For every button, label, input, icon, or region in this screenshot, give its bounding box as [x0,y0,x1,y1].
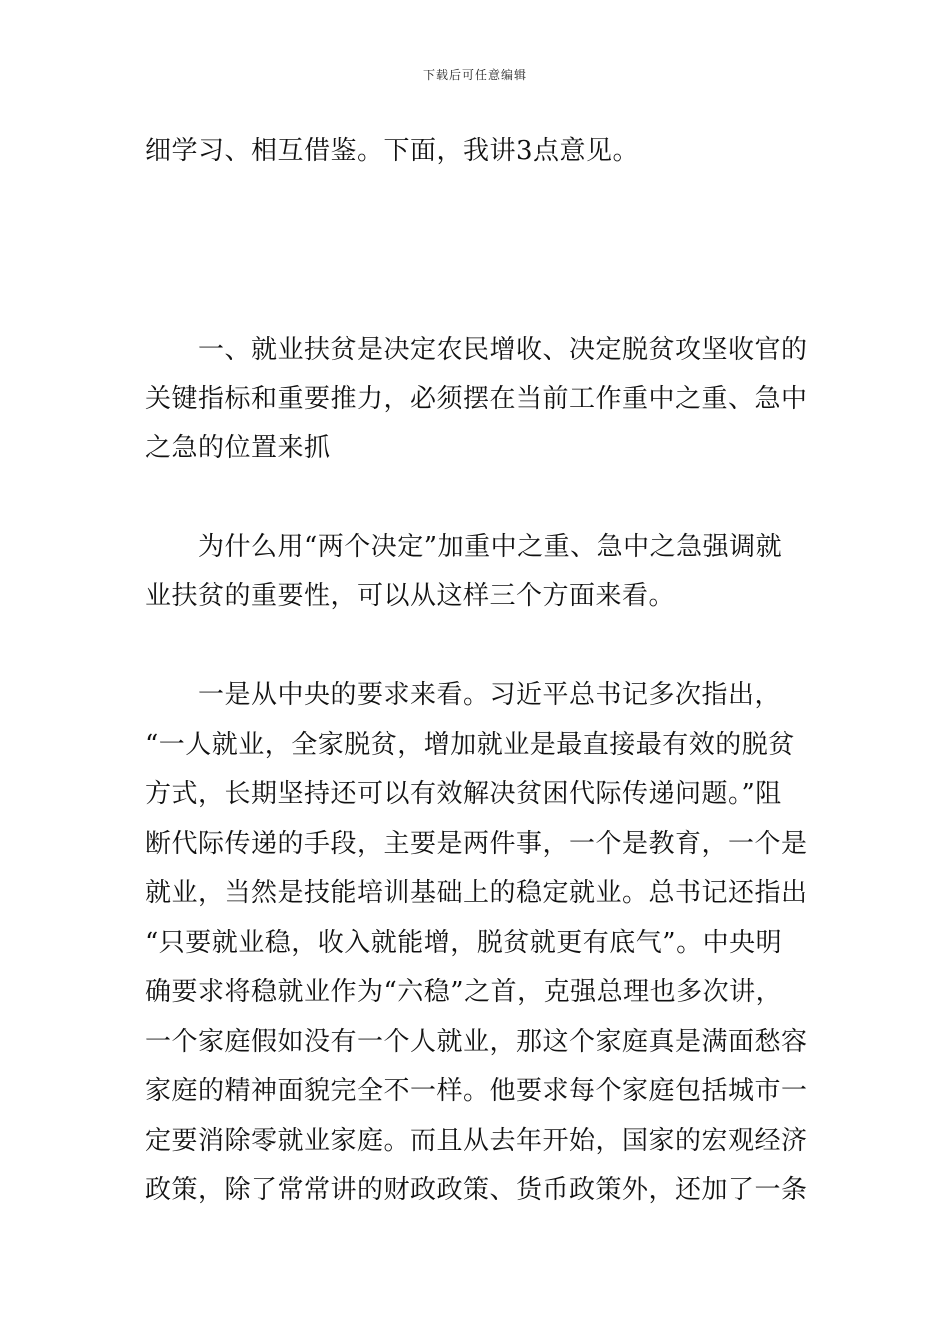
text-line: “一人就业，全家脱贫，增加就业是最直接最有效的脱贫 [145,730,795,760]
text-line: 就业，当然是技能培训基础上的稳定就业。总书记还指出 [145,878,808,908]
text-line: 方式，长期坚持还可以有效解决贫困代际传递问题。”阻 [145,779,782,809]
text-line: 家庭的精神面貌完全不一样。他要求每个家庭包括城市一 [145,1076,808,1106]
text-line: 断代际传递的手段，主要是两件事，一个是教育，一个是 [145,829,808,859]
section-heading-line: 关键指标和重要推力，必须摆在当前工作重中之重、急中 [145,384,808,414]
text-line: 一是从中央的要求来看。习近平总书记多次指出， [198,680,782,710]
section-heading-line: 之急的位置来抓 [145,433,331,463]
text-line: “只要就业稳，收入就能增，脱贫就更有底气”。中央明 [145,928,783,958]
text-line: 细学习、相互借鉴。下面，我讲3点意见。 [145,136,640,166]
text-line: 定要消除零就业家庭。而且从去年开始，国家的宏观经济 [145,1126,808,1156]
text-line: 一个家庭假如没有一个人就业，那这个家庭真是满面愁容 [145,1027,808,1057]
text-line: 业扶贫的重要性，可以从这样三个方面来看。 [145,581,676,611]
text-line: 为什么用“两个决定”加重中之重、急中之急强调就 [198,532,783,562]
text-line: 政策，除了常常讲的财政政策、货币政策外，还加了一条 [145,1175,808,1205]
text-line: 确要求将稳就业作为“六稳”之首，克强总理也多次讲， [145,977,783,1007]
page-header-note: 下载后可任意编辑 [422,68,527,82]
section-heading-line: 一、就业扶贫是决定农民增收、决定脱贫攻坚收官的 [198,335,808,365]
